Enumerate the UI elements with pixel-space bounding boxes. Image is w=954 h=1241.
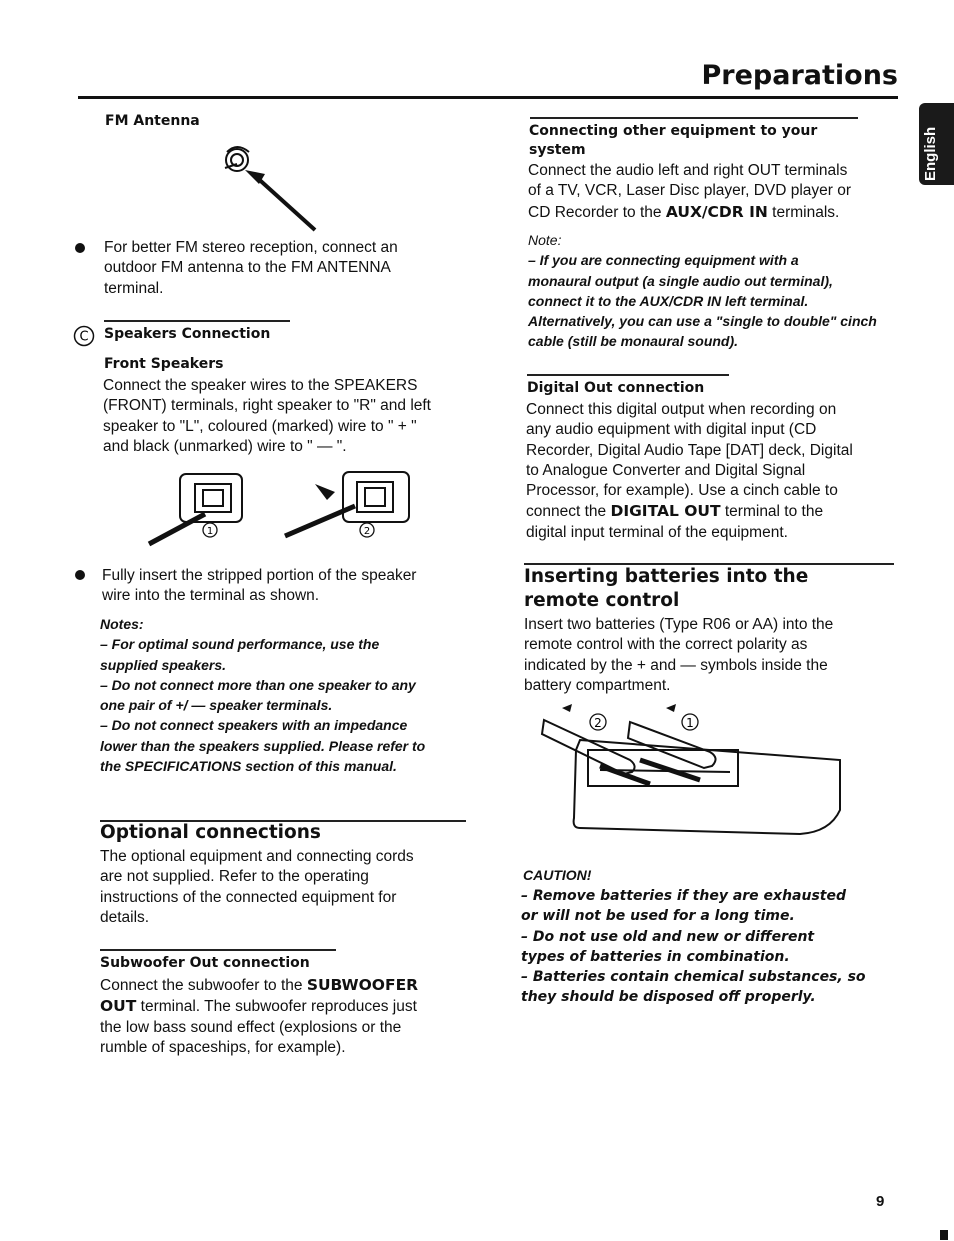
subwoofer-heading: Subwoofer Out connection	[100, 955, 310, 971]
front-speakers-heading: Front Speakers	[104, 356, 224, 372]
corner-mark	[940, 1230, 948, 1240]
label-1: 1	[686, 716, 694, 730]
optional-connections-heading: Optional connections	[100, 822, 321, 843]
subwoofer-text: Connect the subwoofer to the SUBWOOFER OUT terminal. The subwoofer reproduces just the low bass sound effect (explosions or the rumble of spaceships, for example).	[100, 976, 419, 1056]
section-rule	[527, 374, 729, 376]
digital-out-text: Connect this digital output when recording on any audio equipment with digital input (CD Recorder, Digital Audio Tape [DAT] deck, Digital to Analogue Converter and Digital Signal Processor, for example). Use a cinch cable to connect the DIGITAL OUT terminal to the digital input terminal of the equipment.	[526, 401, 853, 541]
caution-heading: CAUTION!	[523, 867, 592, 883]
front-speakers-text: Connect the speaker wires to the SPEAKERS (FRONT) terminals, right speaker to "R" and left speaker to "L", coloured (marked) wire to " + " and black (unmarked) wire to " — ".	[103, 377, 431, 455]
fm-antenna-heading: FM Antenna	[105, 113, 200, 129]
bullet-icon	[75, 243, 85, 253]
fm-antenna-illustration	[215, 140, 340, 235]
optional-text: The optional equipment and connecting cords are not supplied. Refer to the operating instructions of the connected equipment for details.	[100, 848, 414, 926]
label-2: 2	[594, 716, 602, 730]
bullet-icon	[75, 570, 85, 580]
notes-block: Notes: – For optimal sound performance, use the supplied speakers. – Do not connect more than one speaker to any one pair of +/ — speaker terminals. – Do not connect speakers with an impedance lower than the speakers supplied. Please refer to the SPECIFICATIONS section of this manual.	[100, 616, 426, 775]
language-tab-label: English	[922, 126, 939, 181]
speaker-terminal-illustration	[145, 466, 420, 548]
section-rule	[530, 117, 858, 119]
batteries-heading: Inserting batteries into the remote control	[524, 566, 809, 611]
header-rule	[78, 96, 898, 99]
fm-text: For better FM stereo reception, connect an outdoor FM antenna to the FM ANTENNA terminal.	[104, 239, 398, 297]
insert-text: Fully insert the stripped portion of the speaker wire into the terminal as shown.	[102, 567, 417, 605]
circled-c-icon	[73, 325, 95, 347]
label-2: 2	[363, 526, 371, 537]
connect-equipment-heading: Connecting other equipment to your system	[529, 123, 818, 158]
page-number: 9	[876, 1193, 885, 1210]
digital-out-heading: Digital Out connection	[527, 380, 705, 396]
note-block: Note: – If you are connecting equipment with a monaural output (a single audio out terminal), connect it to the AUX/CDR IN left terminal. Alternatively, you can use a "single to double" cinch cable (still be monaural sound).	[528, 232, 877, 350]
speakers-heading: Speakers Connection	[104, 326, 271, 342]
batteries-text: Insert two batteries (Type R06 or AA) into the remote control with the correct polarity as indicated by the + and — symbols inside the battery compartment.	[524, 616, 834, 694]
note-heading: Note:	[528, 232, 562, 248]
battery-remote-illustration	[540, 700, 845, 838]
fm-antenna-icon	[225, 147, 249, 171]
section-rule	[104, 320, 290, 322]
language-tab	[919, 103, 954, 185]
caution-block: – Remove batteries if they are exhausted or will not be used for a long time. – Do not use old and new or different types of batteries in combination. – Batteries contain chemical substances, so they should be disposed off properly.	[521, 888, 866, 1006]
label-1: 1	[206, 526, 214, 537]
connect-equipment-text: Connect the audio left and right OUT terminals of a TV, VCR, Laser Disc player, DVD player or CD Recorder to the AUX/CDR IN terminals.	[528, 162, 852, 221]
section-rule	[100, 949, 336, 951]
notes-heading: Notes:	[100, 616, 144, 632]
svg-text:C: C	[79, 329, 89, 345]
page-title: Preparations	[701, 60, 898, 91]
